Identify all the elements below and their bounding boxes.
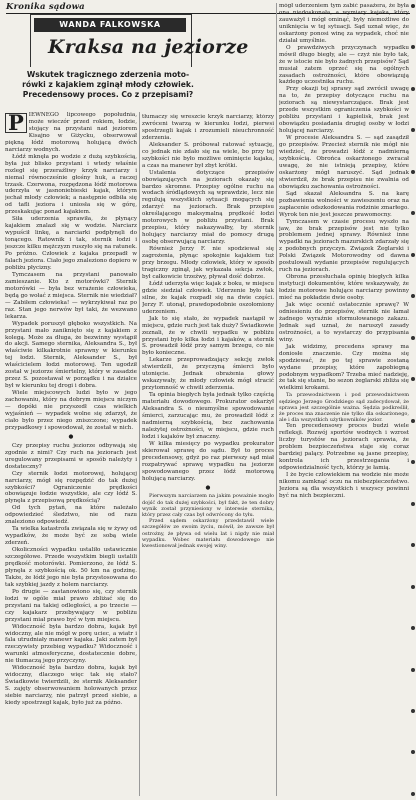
paragraph: Łódź mknęła po wodzie z dużą szybkością, była już blisko przystani i wtedy właśnie rozległ się przeraźliwy krzyk narciarzy i niemal równocześnie głośny huk, a raczej trzask. Czerwona, rozpędzona łódź motorowa uderzyła w jasnoniebieski kajak, którym jechał młody człowiek; a następnie odbiła się od tafli jeziora i uniosła się w górę, przeskakując ponad kajakiem. (5, 153, 137, 216)
binding-hole-icon (411, 460, 415, 464)
paragraph: Ten precedensowy proces budzi wiele refleksji. Rozwój sportów wodnych i wzrost liczby turystów na jeziorach sprawia, że problem bezpieczeństwa staje się coraz bardziej palący. Potrzebne są jasne przepisy, kontrola ich przestrzegania i odpowiedzialność tych, którzy je łamią. (279, 423, 409, 472)
paragraph: tłumaczy się wreszcie krzyk narciarzy, którzy zwróceni twarzą w kierunku łodzi, pierwsi spostrzegli kajak i zrozumieli nieuchronność zderzenia. (142, 114, 274, 141)
text-column-2 (142, 114, 274, 800)
paragraph: Obrona przesłuchała opinię biegłych kilka instytucji dokumentów, które wskazywały, że łodzie motorowe holujące narciarzy powinny mieć na pokładzie dwie osoby. (279, 274, 409, 302)
lead-line: rówki z kajakiem zginął młody człowiek. (22, 80, 194, 89)
binding-hole-icon (411, 543, 415, 547)
paragraph: Jak więc ocenić ostatecznie sprawę? W odniesieniu do przepisów, sternik nie łamał żadnego wyraźnie sformułowanego zakazu. Jednak sąd uznał, że naruszył zasady ostrożności, a to wystarczy do przypisania winy. (279, 301, 409, 343)
section-label: Kronika sądowa (6, 2, 85, 12)
binding-hole-icon (411, 709, 415, 713)
paragraph: Okoliczności wypadku ustaliło ustawicznie szczegółowe. Przede wszystkim biegli ustalili prędkość motorówki. Pomierzono, że łódź S. płynęła z szybkością ok. 50 km na godzinę. Także, że łódź jego nie była przystosowana do tak szybkiej jazdy z holem narciarzy. (5, 547, 137, 588)
text-column-1 (5, 112, 137, 798)
column-divider (276, 3, 277, 796)
paragraph: Tymczasem na przystani panowało zamieszanie. Kto z motorówki? Sternik motorówki — była bez wrażenie człowieka, będą go wołać z miejsca. Sternik nie wiedział? — Zabiłem człowieka! — wykrzykiwał raz po raz. Stan jego nerwów był taki, że wezwano lekarza. (5, 271, 137, 320)
paragraph: Ta wielka katastrofa związała się w żywy od wypadków, że może być ze sobą wiele zderzeń. (5, 526, 137, 547)
binding-hole-icon (411, 211, 415, 215)
text-column-3 (279, 3, 409, 798)
column-divider (139, 112, 140, 796)
paragraph: Wypadek poruszył głęboko wszystkich. Na przystani mało zaniknięto się z kajakiem z kolegą. Może za długa, że bezwinny wystąpił do akcji. Samego sternika, Aleksandra S., był właściwie kilkakrotnie sprawny w kierunku tej łodzi. Sternik, Aleksander S., był właścicielem łodzi motorowej. Ten ugodził został w jeziorze śmiertelny, który w zasadzie przez S. pozostawał w porządku i na działce był w kierunku tej drogi i dobra. (5, 320, 137, 390)
paragraph: I że bycie człowiekiem na wodzie nie może nikomu zamknąć oczu na niebezpieczeństwo. Jeziora są dla wszystkich i wszyscy powinni być na nich bezpieczni. (279, 472, 409, 499)
paragraph: Siła uderzenia sprawiła, że płynący kajakiem znalazł się w wodzie. Narciarz wypuścił linkę, a narciarki podpłynęli do tonącego. Ratownik i tak, sternik łodzi i jeszcze kilku mężczyzn ruszyło się na ratunek. Po próżno. Człowiek z kajaka przepadł w falach jeziora. Ciało jego znaleziono dopiero w pobliżu płycizny. (5, 216, 137, 271)
binding-hole-icon (411, 170, 415, 174)
article-lead (8, 70, 208, 100)
article-title: Kraksa na jeziorze (48, 36, 249, 58)
paragraph: mógł uderzeniem tym zabić pasażera, że była ona niedoskonała, a wymiary kajaka, który zauważył i mógł ominąć, były niemożliwe do uniknięcia w tej sytuacji. Sąd uznał więc, że oskarżony ponosi winę za wypadek, choć nie działał umyślnie. (279, 3, 409, 44)
paragraph: Również Jerzy F. nie spodziewał się zagrożenia, płynąc spokojnie kajakiem tuż przy brzegu. Młody człowiek, który w sposób tragiczny zginął, jak wykazała sekcja zwłok, był całkowicie trzeźwy, pływał dość dobrze. (142, 246, 274, 280)
paragraph: W procesie Aleksandra S. — sąd zasądził go przepisów. Przecież sternik nie mógł nie wiedzieć, że prowadzi łódź z nadmierną szybkością. Obrońca oskarżonego zwracał uwagę, że nie istnieją przepisy, które oskarżony mógł naruszyć. Sąd jednak stwierdził, że brak przepisu nie zwalnia od obowiązku zachowania ostrożności. (279, 135, 409, 190)
binding-hole-icon (411, 626, 415, 630)
binding-hole-icon (411, 792, 415, 796)
paragraph: Jak widzimy, precedens sprawy ma doniosłe znaczenie. Czy można się spodziewać, że po tej sprawie zostaną wydane przepisy, które zapobiegną podobnym wypadkom? Trzeba mieć nadzieję, że tak się stanie, bo sezon żeglarski zbliża się wielkimi krokami. (279, 343, 409, 392)
binding-hole-icon (411, 45, 415, 49)
binding-hole-icon (411, 87, 415, 91)
paragraph: Pierwszym narciarzem na jakim poważnie mogło dojść do tak dużej szybkości, był fakt, że ten dobry wynik został przyniesiony w interesie sternika, który przez cały czas był odwrócony do tyłu. (142, 493, 274, 519)
paragraph: Ta opinia biegłych była jednak tylko częścią materiału dowodowego. Prokurator oskarżył Aleksandra S. o nieumyślne spowodowanie śmierci, zarzucając mu, że prowadził łódź z nadmierną szybkością, bez zachowania należytej ostrożności, w miejscu, gdzie ruch łodzi i kajaków był znaczny. (142, 392, 274, 440)
binding-hole-icon (411, 502, 415, 506)
paragraph: Czy sternik łodzi motorowej, holującej narciarzy, mógł się rozpędzić do tak dużej szybkości? Ograniczenie prędkości obowiązuje łodzie wszystkie, ale czy łódź S. płynęła z przepisową prędkością? (5, 470, 137, 505)
paragraph: Ta przewodnictwem i pod przewodnictwem sędziego Jerzego Grodzkiego sąd zadecydował, że sprawa jest szczególnie ważna. Sędzia podkreślił, że proces ma znaczenie nie tylko dla oskarżonego, ale i dla wszystkich użytkowników jezior. (279, 392, 409, 424)
binding-hole-icon (411, 668, 415, 672)
paragraph: Łódź uderzyła więc kajak z boku, w miejscu gdzie siedział człowiek. Uderzenie było tak silne, że kajak rozpadł się na dwie części. Jerzy F. utonął, prawdopodobnie oszołomiony uderzeniem. (142, 280, 274, 315)
paragraph: Od tych pytań, na które należało odpowiedzieć śledztwo, nie od razu znaleziono odpowiedź. (5, 505, 137, 526)
binding-hole-icon (411, 419, 415, 423)
paragraph: Sąd skazał Aleksandra S. na karę pozbawienia wolności w zawieszeniu oraz na zapłacenie odszkodowania rodzinie zmarłego. Wyrok ten nie jest jeszcze prawomocny. (279, 190, 409, 218)
paragraph: Lekarze przeprowadzający sekcję zwłok stwierdzili, że przyczyną śmierci było utonięcie. Jednak obrażenia głowy wskazywały, że młody człowiek mógł stracić przytomność w chwili zderzenia. (142, 357, 274, 392)
paragraph: Aleksander S. próbował ratować sytuację, co jednak nie zdało się na wiele, bo przy tej szybkości nie było możliwe ominięcie kajaka, a czas na manewr był zbyt krótki. (142, 141, 274, 169)
paragraph: Przy okazji tej sprawy sąd zwrócił uwagę na to, że przepisy dotyczące ruchu na jeziorach są niewystarczające. Brak jest przede wszystkim ograniczenia szybkości w pobliżu przystani i kąpielisk, brak jest obowiązku posiadania drugiej osoby w łodzi holującej narciarzy. (279, 86, 409, 135)
drop-cap: P (5, 113, 27, 133)
binding-hole-icon (411, 253, 415, 257)
paragraph: Po drugie — zastanowiono się, czy sternik łodzi w ogóle miał prawo zbliżać się do przystani na takiej odległości, a po trzecie — czy kajakarz przebywający w pobliżu przystani miał prawo być w tym miejscu. (5, 588, 137, 623)
lead-line: Precedensowy proces. Co z przepisami? (22, 90, 194, 99)
lead-line: Wskutek tragicznego zderzenia moto- (26, 70, 190, 79)
paragraph: Widoczność była bardzo dobra, kajak był widoczny, dlaczego więc tak się stało? Świadkowie twierdzili, że sternik Aleksander S. zajęty obserwowaniem holowanych przez siebie narciarzy, nie patrzył przed siebie, a kiedy spostrzegł kajak, było już za późno. (5, 665, 137, 707)
section-bullet: ● (205, 484, 211, 491)
binding-hole-icon (411, 377, 415, 381)
paragraph: Widoczność była bardzo dobra, kajak był widoczny, ale nie mógł w porę uciec, a wiatr i fala utrudniały manewr kajaka. Jaki zatem był rzeczywisty przebieg wypadku? Widoczność i warunki atmosferyczne, dostatecznie dobre, nie tłumaczą jego przyczyny. (5, 623, 137, 665)
author-byline: WANDA FALKOWSKA (34, 18, 186, 32)
binding-hole-icon (411, 294, 415, 298)
binding-holes-strip (411, 4, 415, 796)
binding-hole-icon (411, 4, 415, 8)
paragraph: Czy przepisy ruchu jeziorze odbywają się zgodnie z nimi? Czy ruch na jeziorach jest uregulowany przepisami w sposób należyty i dostateczny? (5, 442, 137, 470)
binding-hole-icon (411, 750, 415, 754)
paragraph: O prawdziwych przyczynach wypadku mówił długo biegły, ale — czyż nie było tak, że w istocie nie było żadnych przepisów? Sąd musiał zatem oprzeć się na ogólnych zasadach ostrożności, które obowiązują każdego uczestnika ruchu. (279, 44, 409, 86)
paragraph: IEWNEGO lipcowego popołudnia, może wieczór przed rokiem, łodzie, stojący na przystani nad jeziorem Kisajno w Giżycku, obserwował piękną łódź motorową holującą dwóch narciarzy wodnych. (5, 112, 137, 153)
paragraph: Ustalenia dotyczące przepisów obowiązujących na jeziorach okazały się bardzo skromne. Przepisy ogólne ruchu na wodach śródlądowych są wprawdzie, lecz nie regulują wszystkich sytuacji mogących się zdarzyć na jeziorach. Brak przepisu określającego maksymalną prędkość łodzi motorowych w pobliżu przystani. Brak przepisu, który nakazywałby, by sternik holujący narciarzy miał do pomocy drugą osobę obserwującą narciarzy. (142, 169, 274, 246)
binding-hole-icon (411, 585, 415, 589)
binding-hole-icon (411, 336, 415, 340)
paragraph: Przed sądem oskarżony przedstawił wiele szczegółów ze swoim życiu, mówił, że zawsze był ostrożny, że pływa od wielu lat i nigdy nie miał wypadku. Wobec materiału dowodowego nie kwestionował jednak swojej winy. (142, 518, 274, 550)
paragraph: Tymczasem w czasie procesu wyszło na jaw, że brak przepisów jest nie tylko problemem jednej sprawy. Również inne wypadki na jeziorach mazurskich zdarzały się z podobnych przyczyn. Związek Żeglarski i Polski Związek Motorowodny od dawna postulowali wydanie przepisów regulujących ruch na jeziorach. (279, 218, 409, 274)
binding-hole-icon (411, 128, 415, 132)
section-bullet: ● (68, 433, 74, 440)
paragraph: Wiele miejscowych ludzi było w jego zachowaniu, który na dobrym miejscu niczym — dopóki nie przyszedł czas wielkich wyjaśnień — wypadek wolne się zdarzył, że ciało było przez niego zniszczone; wypadek przypadkowy i spowodował, że został w nich. (5, 390, 137, 431)
paragraph: Jak to się stało, że wypadek nastąpił w miejscu, gdzie ruch jest tak duży? Świadkowie zeznali, że w chwili wypadku w pobliżu przystani było kilka łodzi i kajaków, a sternik S. prowadził łódź przy samym brzegu, co nie było konieczne. (142, 315, 274, 357)
paragraph: W kilka miesięcy po wypadku prokurator skierował sprawę do sądu. Był to proces precedensowy, gdyż po raz pierwszy sąd miał rozpatrywać sprawę wypadku na jeziorze spowodowanego przez łódź motorową holującą narciarzy. (142, 440, 274, 482)
